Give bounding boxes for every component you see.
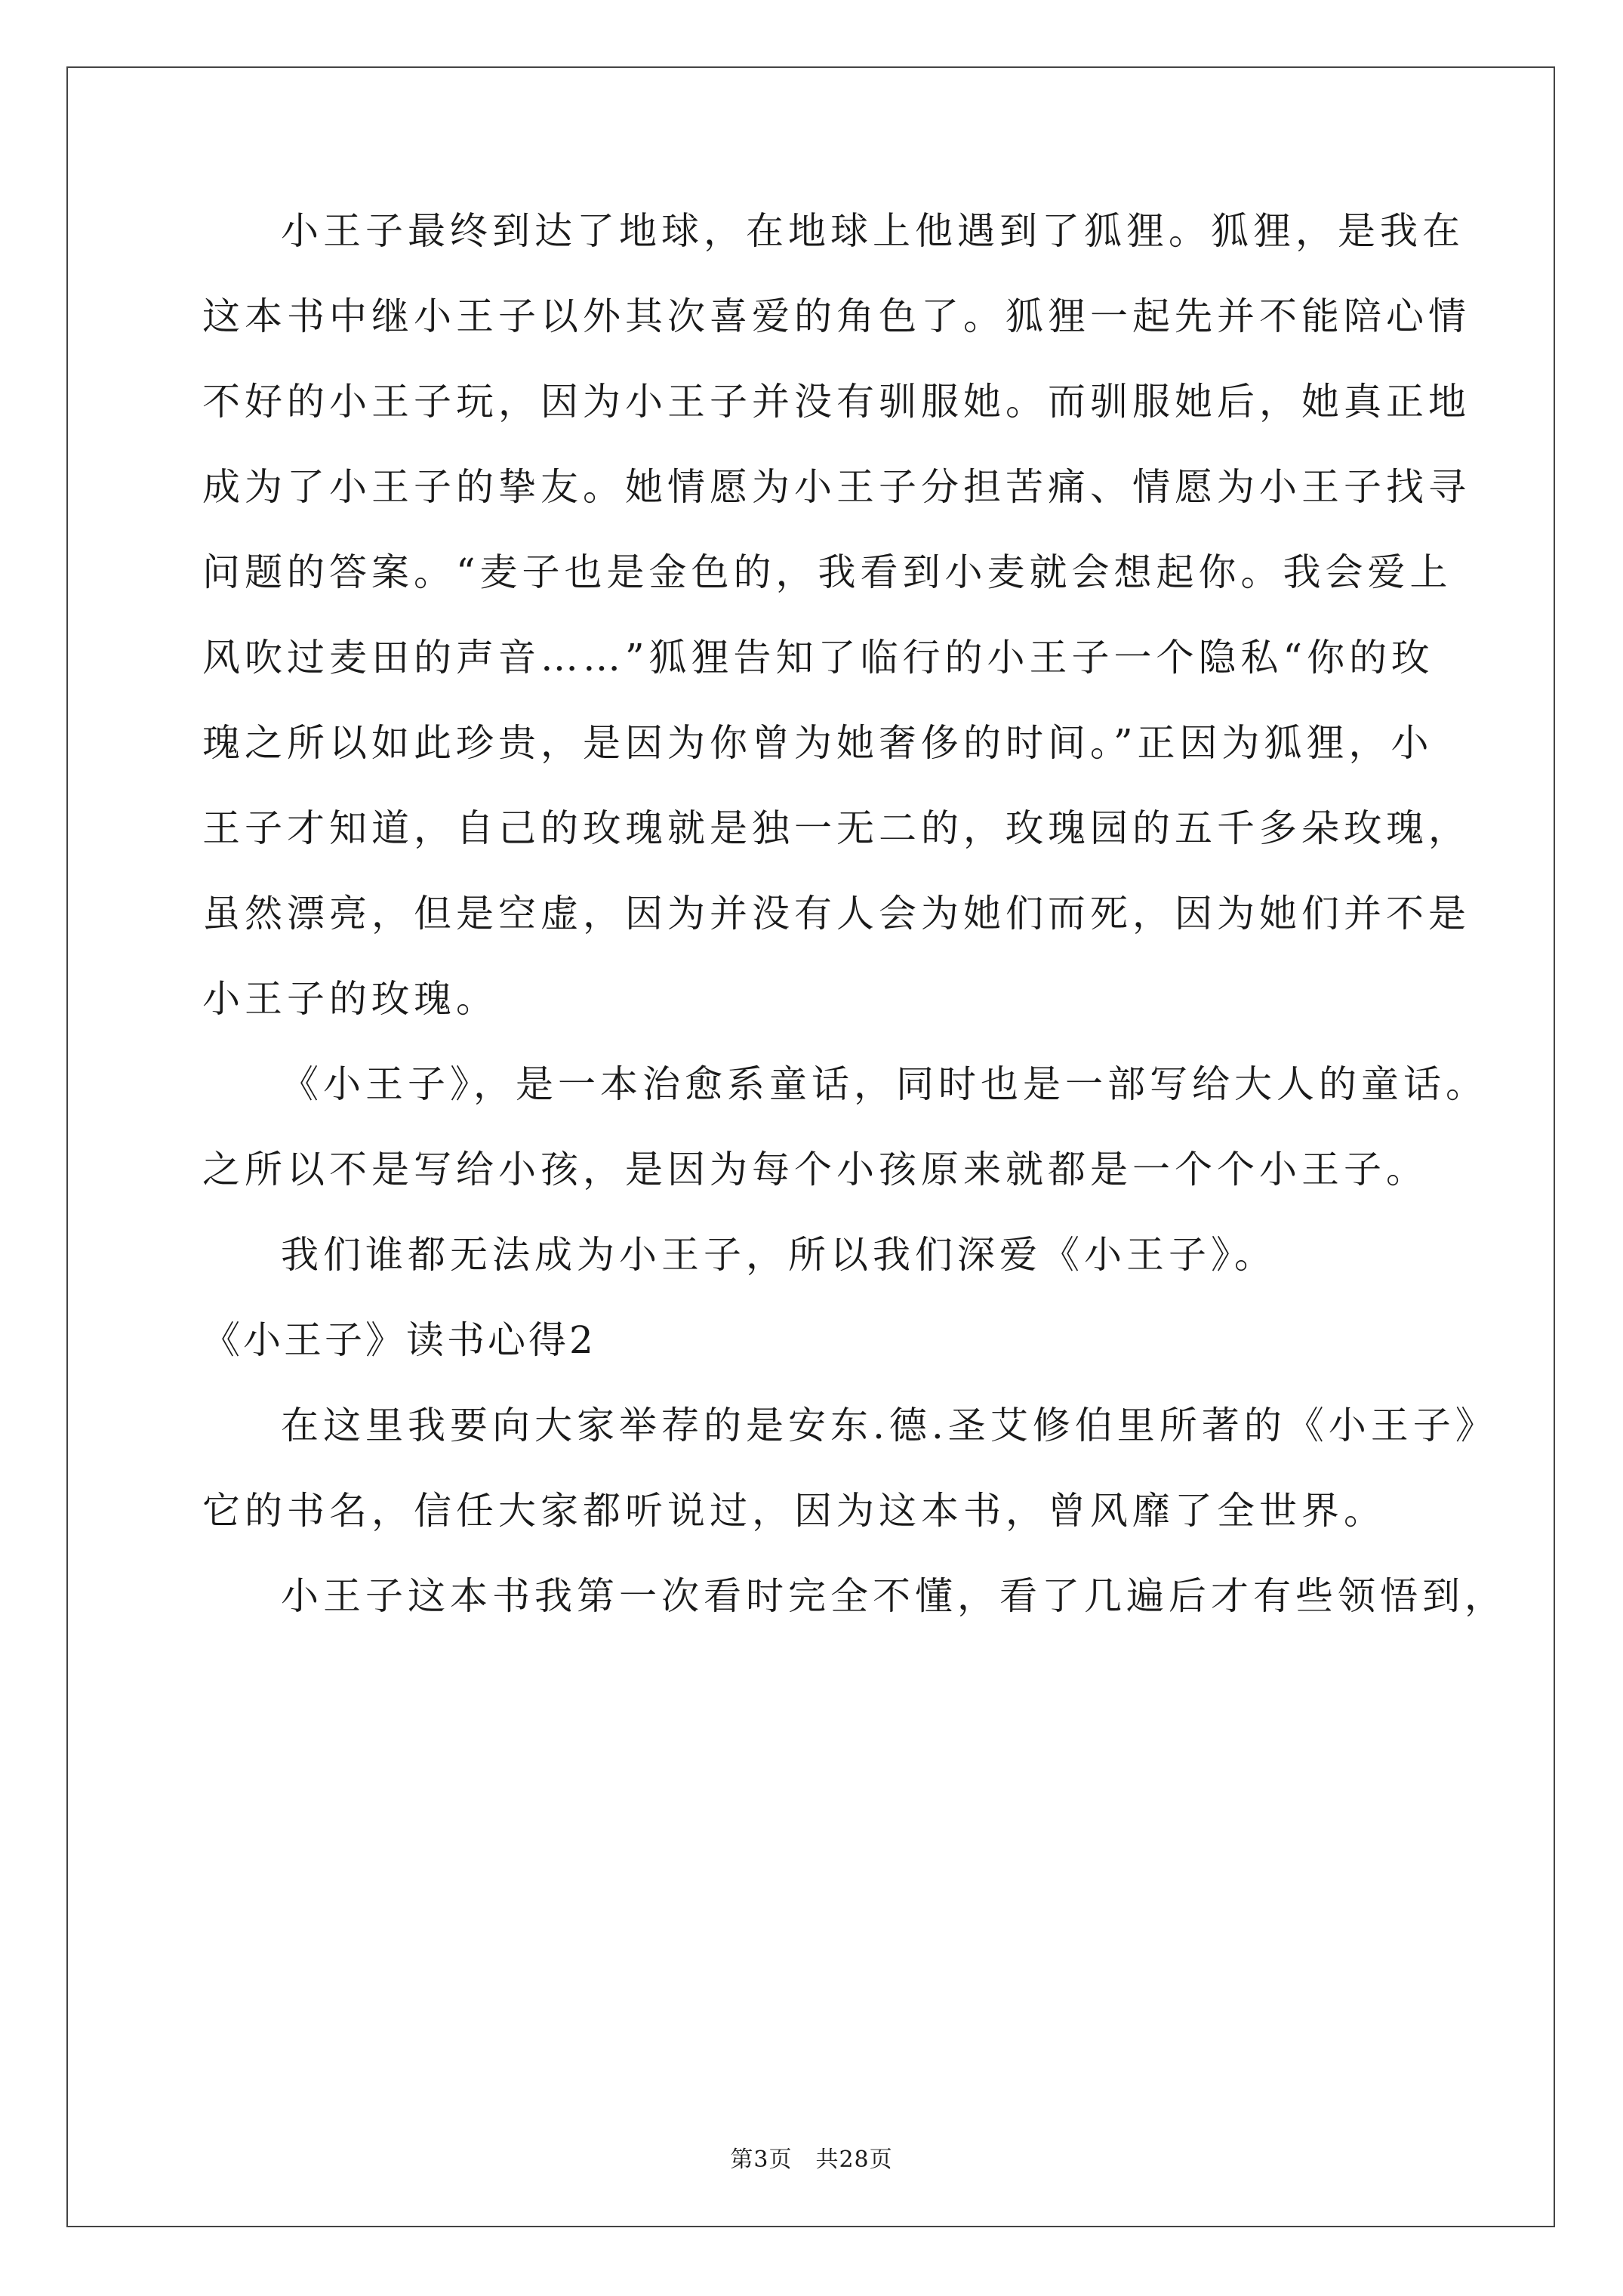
- text-line-3: 不好的小王子玩，因为小王子并没有驯服她。而驯服她后，她真正地: [202, 380, 1471, 424]
- text-line-2: 这本书中继小王子以外其次喜爱的角色了。狐狸一起先并不能陪心情: [202, 294, 1471, 338]
- text-line-17: 小王子这本书我第一次看时完全不懂，看了几遍后才有些领悟到，: [281, 1574, 1507, 1618]
- text-line-4: 成为了小王子的挚友。她情愿为小王子分担苦痛、情愿为小王子找寻: [202, 465, 1471, 509]
- text-line-7: 瑰之所以如此珍贵，是因为你曾为她奢侈的时间。”正因为狐狸，小: [202, 721, 1434, 765]
- text-line-12: 之所以不是写给小孩，是因为每个小孩原来就都是一个个小王子。: [202, 1148, 1428, 1191]
- page-number-footer: 第3页 共28页: [730, 2147, 893, 2173]
- text-line-6: 风吹过麦田的声音……”狐狸告知了临行的小王子一个隐私“你的玫: [202, 636, 1434, 680]
- document-body: [202, 189, 1507, 1639]
- text-line-10: 小王子的玫瑰。: [202, 977, 498, 1021]
- text-line-16: 它的书名，信任大家都听说过，因为这本书，曾风靡了全世界。: [202, 1489, 1386, 1533]
- section-heading: 《小王子》读书心得2: [202, 1318, 596, 1362]
- text-line-9: 虽然漂亮，但是空虚，因为并没有人会为她们而死，因为她们并不是: [202, 892, 1471, 935]
- text-line-15: 在这里我要向大家举荐的是安东.德.圣艾修伯里所著的《小王子》: [281, 1404, 1498, 1447]
- text-line-1: 小王子最终到达了地球，在地球上他遇到了狐狸。狐狸，是我在: [281, 209, 1464, 253]
- text-line-5: 问题的答案。“麦子也是金色的，我看到小麦就会想起你。我会爱上: [202, 550, 1452, 594]
- text-line-13: 我们谁都无法成为小王子，所以我们深爱《小王子》。: [281, 1233, 1277, 1277]
- text-line-11: 《小王子》，是一本治愈系童话，同时也是一部写给大人的童话。: [281, 1062, 1488, 1106]
- text-line-8: 王子才知道，自己的玫瑰就是独一无二的，玫瑰园的五千多朵玫瑰，: [202, 806, 1471, 850]
